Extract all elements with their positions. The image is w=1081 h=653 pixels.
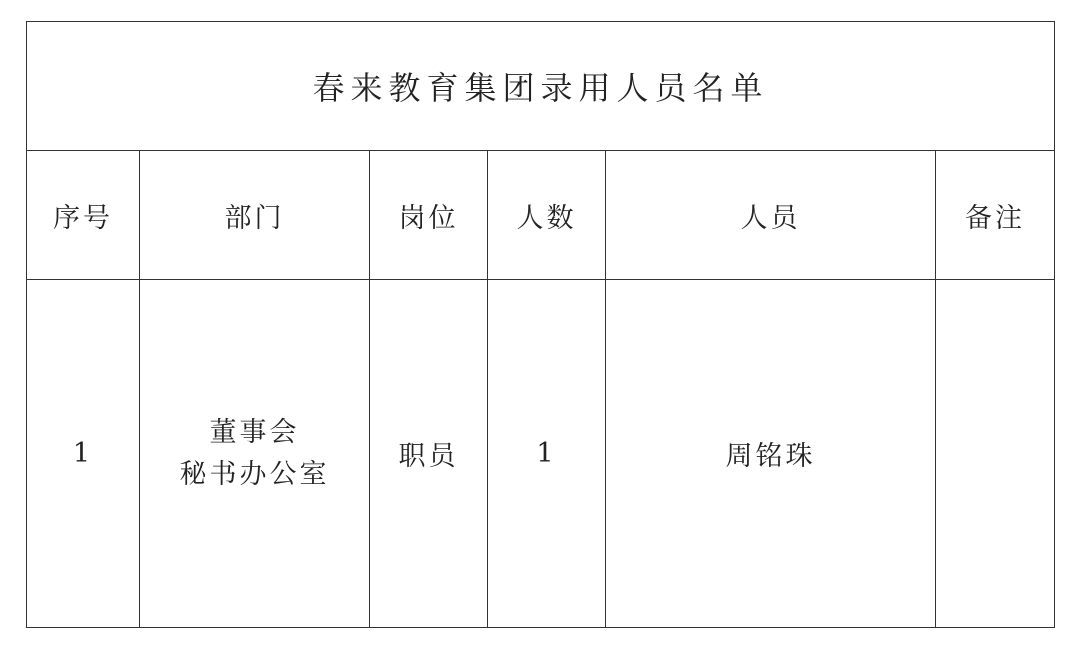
header-department: 部门 bbox=[140, 151, 370, 280]
header-remarks: 备注 bbox=[936, 151, 1055, 280]
cell-position: 职员 bbox=[370, 280, 488, 628]
cell-department bbox=[140, 280, 370, 628]
hiring-list-table bbox=[26, 21, 1055, 628]
table-row bbox=[27, 280, 1055, 628]
department-line-1: 董事会 bbox=[209, 416, 300, 448]
cell-remarks bbox=[936, 280, 1055, 628]
title-row bbox=[27, 22, 1055, 151]
cell-index: 1 bbox=[27, 280, 140, 628]
header-row bbox=[27, 151, 1055, 280]
header-index: 序号 bbox=[27, 151, 140, 280]
header-personnel: 人员 bbox=[606, 151, 936, 280]
header-count: 人数 bbox=[488, 151, 606, 280]
cell-count: 1 bbox=[488, 280, 606, 628]
header-position: 岗位 bbox=[370, 151, 488, 280]
document-title: 春来教育集团录用人员名单 bbox=[27, 22, 1055, 151]
cell-personnel: 周铭珠 bbox=[606, 280, 936, 628]
department-line-2: 秘书办公室 bbox=[179, 458, 330, 490]
